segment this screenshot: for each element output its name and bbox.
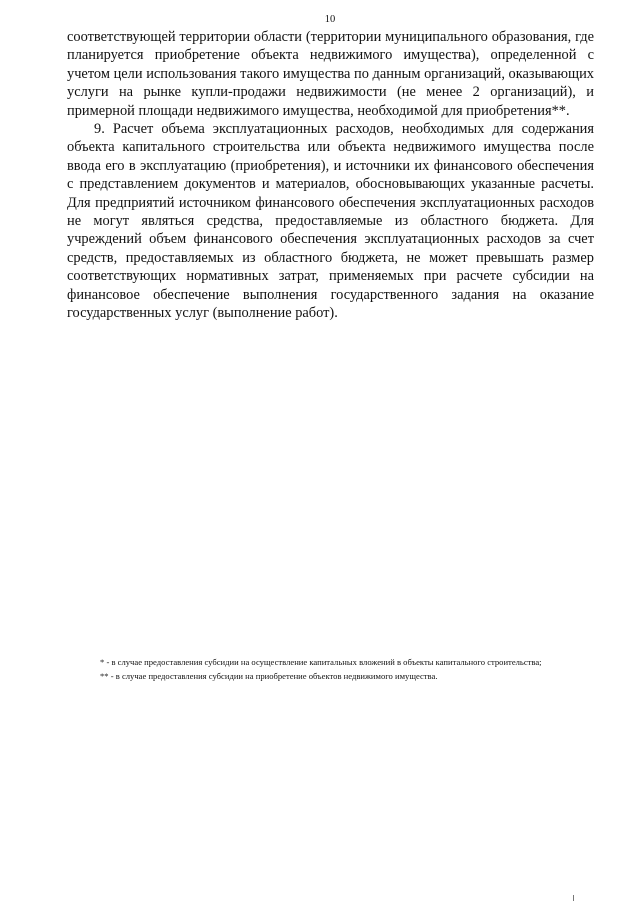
paragraph-continued: соответствующей территории области (территории муниципального образования, где планируется приобретение объекта недвижимого имущества), определенной с учетом цели использования такого имущества по данным организаций, оказывающих услуги на рынке купли-продажи недвижимости (не менее 2 организаций), и примерной площади недвижимого имущества, необходимой для приобретения**.: [67, 29, 594, 119]
document-body: [67, 28, 594, 323]
page-number: 10: [324, 14, 336, 25]
paragraph-item-9: 9. Расчет объема эксплуатационных расходов, необходимых для содержания объекта капитального строительства или объекта недвижимого имущества после ввода его в эксплуатацию (приобретения), и источники их финансового обеспечения с представлением документов и материалов, обосновывающих указанные расчеты. Для предприятий источником финансового обеспечения эксплуатационных расходов не могут являться средства, предоставляемые из областного бюджета. Для учреждений объем финансового обеспечения эксплуатационных расходов за счет средств, предоставляемых из областного бюджета, не может превышать размер соответствующих нормативных затрат, применяемых при расчете субсидии на финансовое обеспечение выполнения государственного задания на оказание государственных услуг (выполнение работ).: [67, 121, 594, 322]
footnotes: [76, 655, 600, 683]
footnote-2: ** - в случае предоставления субсидии на приобретение объектов недвижимого имущества.: [100, 671, 438, 681]
scan-artifact-mark: [573, 895, 574, 901]
footnote-1: * - в случае предоставления субсидии на осуществление капитальных вложений в объекты капитального строительства;: [100, 657, 542, 667]
